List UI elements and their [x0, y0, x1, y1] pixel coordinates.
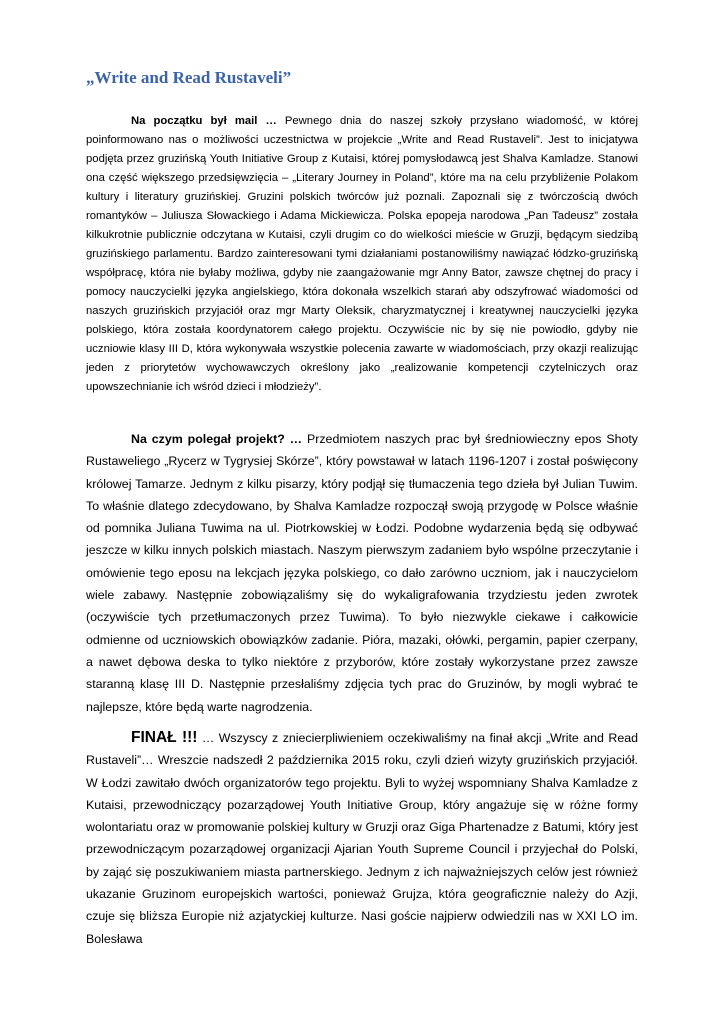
- paragraph-lead: FINAŁ !!!: [131, 729, 198, 746]
- document-title: „Write and Read Rustaveli”: [86, 68, 292, 87]
- paragraph-project: [86, 428, 638, 718]
- paragraph-text: … Wszyscy z zniecierpliwieniem oczekiwaliśmy na finał akcji „Write and Read Rustaveli”… Wreszcie nadszedł 2 października 2015 roku, czyli dzień wizyty gruzińskich przyjaciół. W Łodzi zawitało dwóch organizatorów tego projektu. Byli to wyżej wspomniany Shalva Kamladze z Kutaisi, przewodniczący pozarządowej Youth Initiative Group, który angażuje się w różne formy wolontariatu oraz w promowanie polskiej kultury w Gruzji oraz Giga Phartenadze z Batumi, który jest przewodniczącym pozarządowej organizacji Ajarian Youth Supreme Council i przyjechał do Polski, by zająć się poszukiwaniem miasta partnerskiego. Jednym z ich najważniejszych celów jest również ukazanie Gruzinom europejskich wartości, ponieważ Grujza, która geograficznie należy do Azji, czuje się bliższa Europie niż azjatyckiej kulturze. Nasi goście najpierw odwiedzili nas w XXI LO im. Bolesława: [86, 731, 638, 946]
- paragraph-final: [86, 727, 638, 950]
- paragraph-lead: Na czym polegał projekt? …: [131, 432, 303, 446]
- paragraph-lead: Na początku był mail …: [131, 115, 277, 127]
- paragraph-intro: [86, 112, 638, 397]
- paragraph-text: Przedmiotem naszych prac był średniowieczny epos Shoty Rustaweliego „Rycerz w Tygrysiej Skórze”, który powstawał w latach 1196-1207 i został poświęcony królowej Tamarze. Jednym z kilku pisarzy, który podjął się tłumaczenia tego dzieła był Julian Tuwim. To właśnie dlatego zdecydowano, by Shalva Kamladze rozpoczął swoją przygodę w Polsce właśnie od pomnika Juliana Tuwima na ul. Piotrkowskiej w Łodzi. Podobne wydarzenia będą się odbywać jeszcze w kilku innych polskich miastach. Naszym pierwszym zadaniem było wspólne przeczytanie i omówienie tego eposu na lekcjach języka polskiego, co dało zarówno uczniom, jak i nauczycielom wiele zabawy. Następnie zobowiązaliśmy się do wykaligrafowania trzydziestu jeden zwrotek (oczywiście tych przetłumaczonych przez Tuwima). To było niezwykle ciekawe i całkowicie odmienne od uczniowskich obowiązków zadanie. Pióra, mazaki, ołówki, pergamin, papier czerpany, a nawet dębowa deska to tylko niektóre z przyborów, które zostały wykorzystane przez zawsze staranną klasę III D. Następnie przesłaliśmy zdjęcia tych prac do Gruzinów, by mogli wybrać te najlepsze, które będą warte nagrodzenia.: [86, 432, 639, 714]
- paragraph-text: Pewnego dnia do naszej szkoły przysłano wiadomość, w której poinformowano nas o możliwości uczestnictwa w projekcie „Write and Read Rustaveli”. Jest to inicjatywa podjęta przez gruzińską Youth Initiative Group z Kutaisi, której pomysłodawcą jest Shalva Kamladze. Stanowi ona część większego przedsięwzięcia – „Literary Journey in Poland”, które ma na celu przybliżenie Polakom kultury i literatury gruzińskiej. Gruzini polskich twórców już poznali. Zapoznali się z twórczością dwóch romantyków – Juliusza Słowackiego i Adama Mickiewicza. Polska epopeja narodowa „Pan Tadeusz” została kilkukrotnie publicznie odczytana w Kutaisi, czyli drugim co do wielkości mieście w Gruzji, będącym siedzibą gruzińskiego parlamentu. Bardzo zainteresowani tymi działaniami postanowiliśmy nawiązać łódzko-gruzińską współpracę, która nie byłaby możliwa, gdyby nie zaangażowanie mgr Anny Bator, zawsze chętnej do pracy i pomocy nauczycielki języka angielskiego, która dokonała wszelkich starań aby odszyfrować wiadomości od naszych gruzińskich przyjaciół oraz mgr Marty Oleksik, charyzmatycznej i kreatywnej nauczycielki języka polskiego, która została koordynatorem całego projektu. Oczywiście nic by się nie powiodło, gdyby nie uczniowie klasy III D, która wykonywała wszystkie polecenia zawarte w wiadomościach, przy okazji realizując jeden z priorytetów wychowawczych określony jako „realizowanie kompetencji czytelniczych oraz upowszechnianie ich wśród dzieci i młodzieży”.: [86, 115, 638, 393]
